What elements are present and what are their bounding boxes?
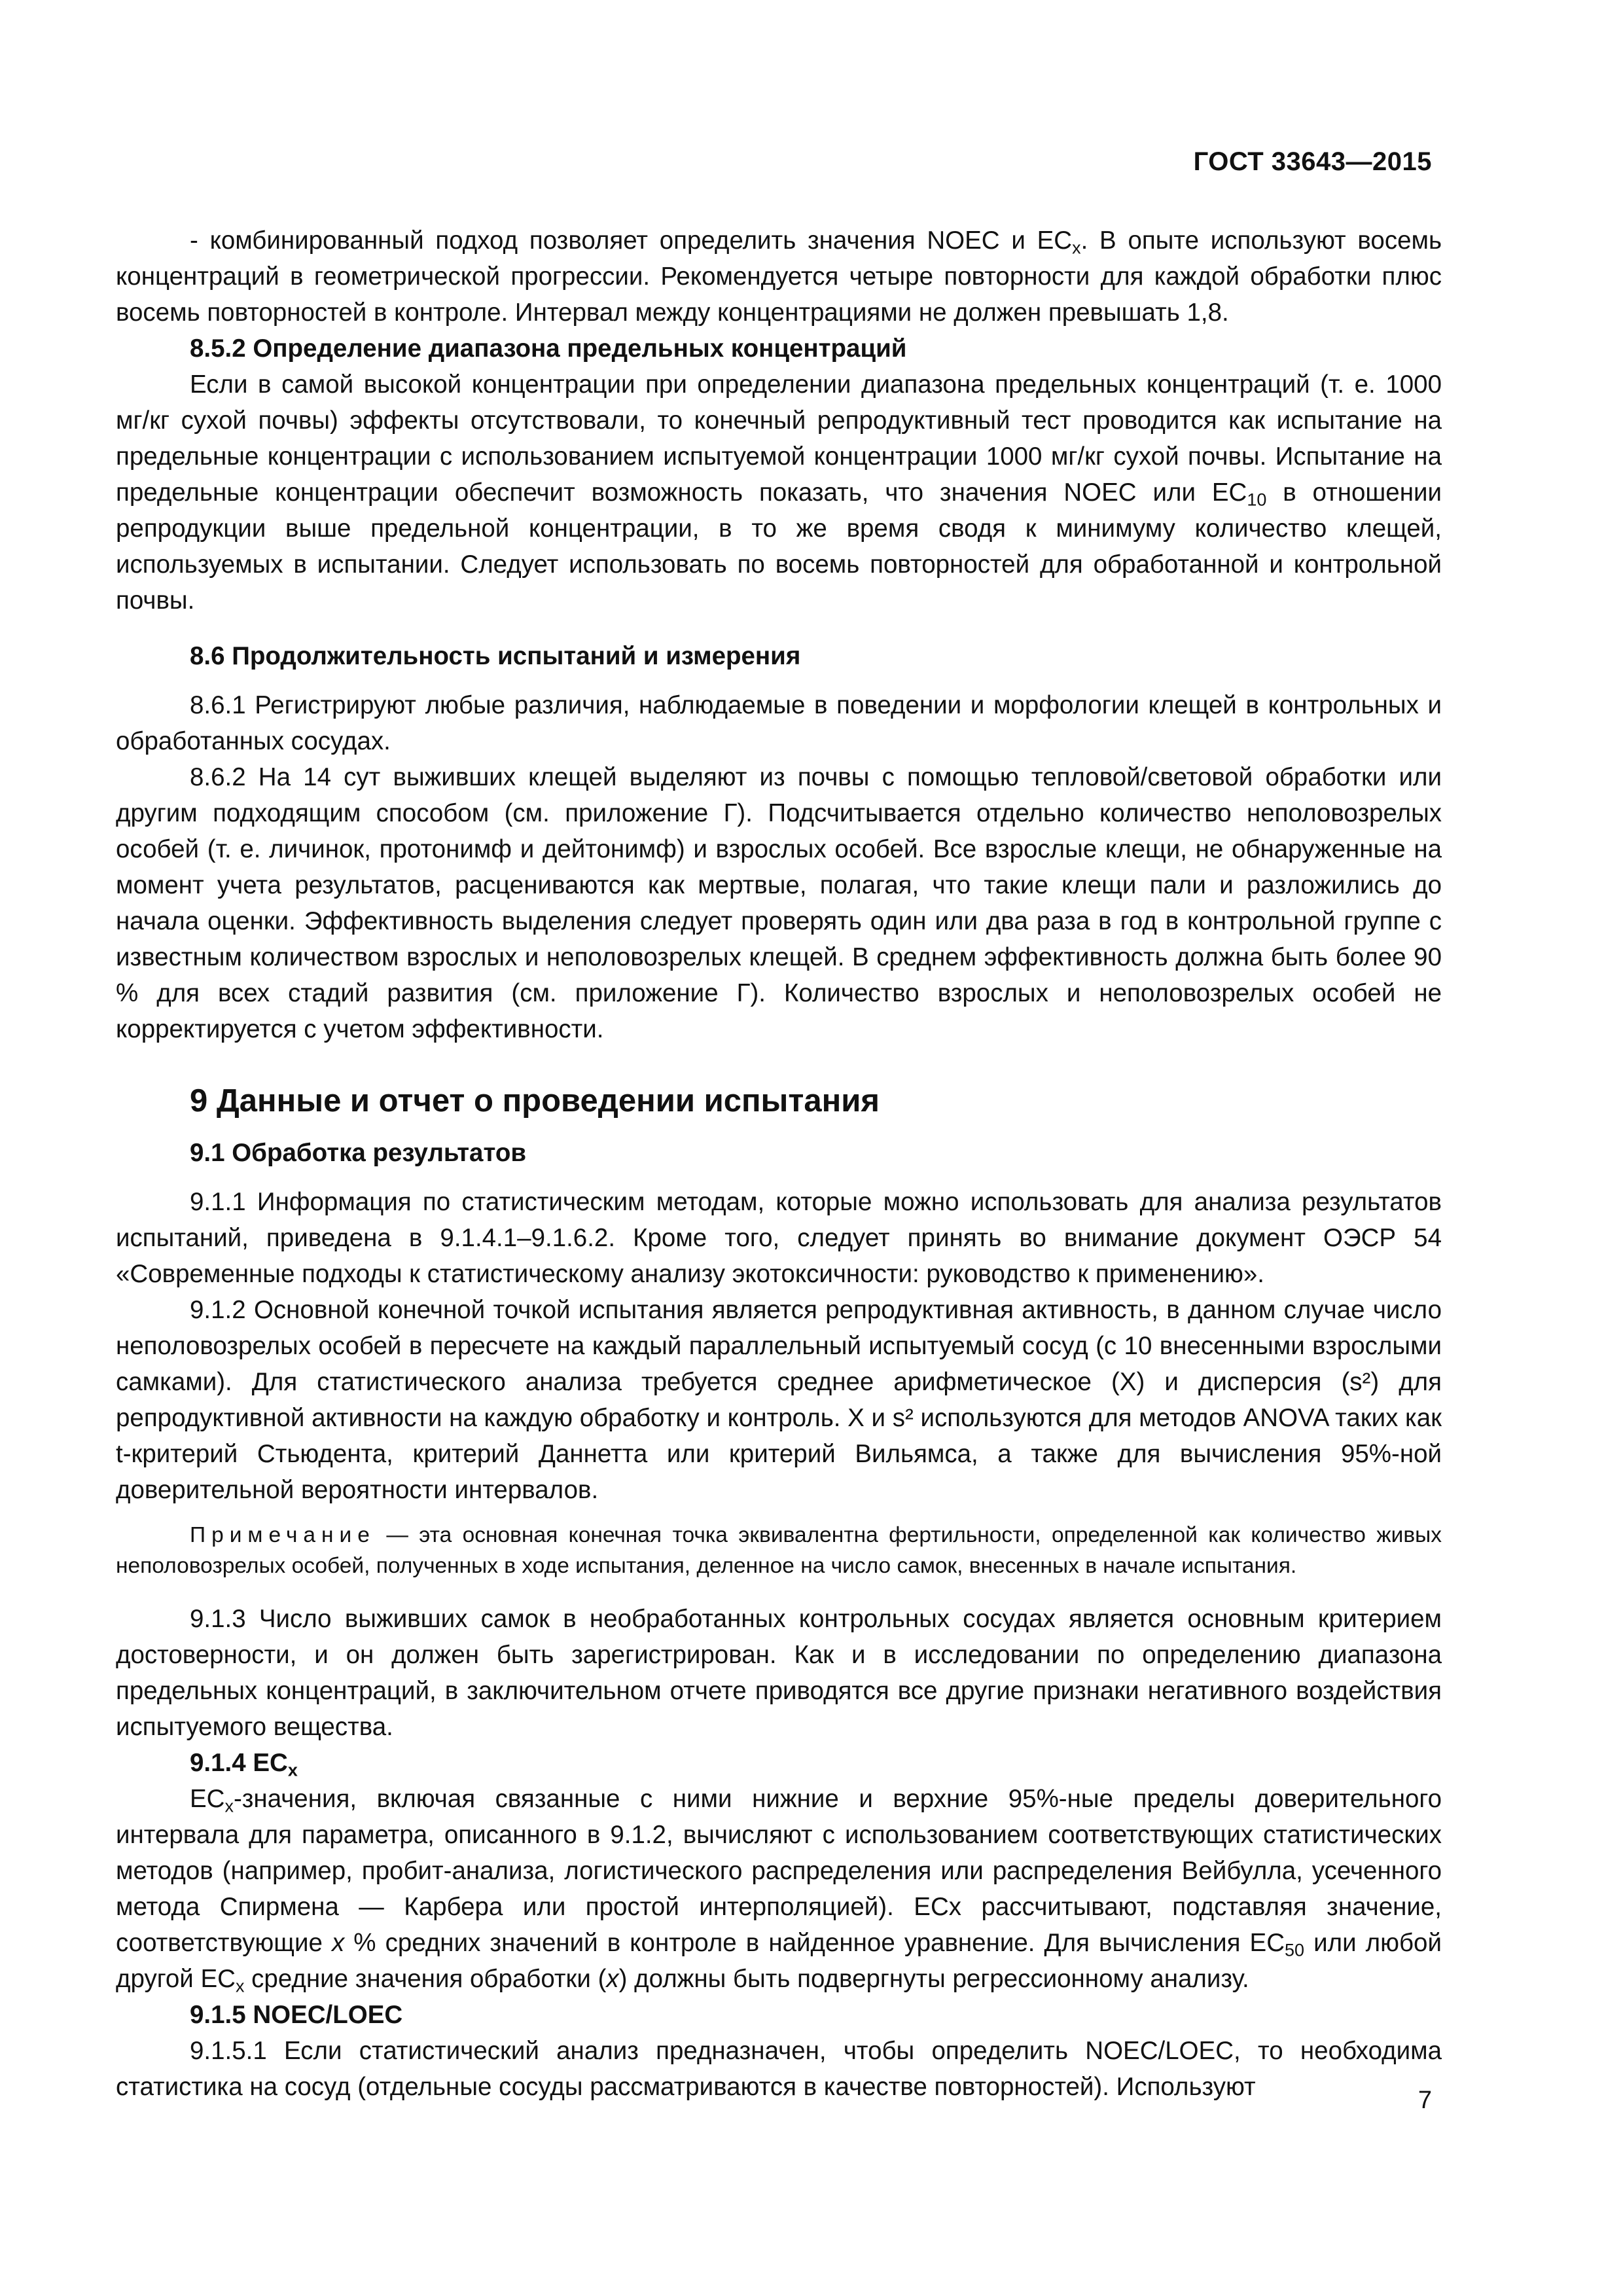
note-fertility: Примечание — эта основная конечная точка эквивалентна фертильности, определенной как количество живых неполовозрелых особей, полученных в ходе испытания, деленное на число самок, внесенных в начале испытания. — [116, 1523, 1442, 1578]
page-number: 7 — [1418, 2087, 1432, 2114]
note-label: Примечание — [190, 1523, 376, 1547]
section-heading-8-6: 8.6 Продолжительность испытаний и измерения — [190, 642, 801, 670]
paragraph-9-1-3: 9.1.3 Число выживших самок в необработанных контрольных сосудах является основным критерием достоверности, и он должен быть зарегистрирован. Как и в исследовании по определению диапазона предельных концентраций, в заключительном отчете приводятся все другие признаки негативного воздействия испытуемого вещества. — [116, 1605, 1442, 1741]
paragraph-combined-approach: - комбинированный подход позволяет определить значения NOEC и $EC_x$. В опыте используют восемь концентраций в геометрической прогрессии. Рекомендуется четыре повторности для каждой обработки плюс восемь повторностей в контроле. Интервал между концентрациями не должен превышать 1,8. — [116, 226, 1442, 327]
subsection-heading-9-1-5: 9.1.5 NOEC/LOEC — [190, 2001, 403, 2029]
subsection-heading-8-5-2: 8.5.2 Определение диапазона предельных концентраций — [190, 334, 907, 363]
document-body — [116, 223, 1442, 2105]
chapter-heading-9: 9 Данные и отчет о проведении испытания — [190, 1083, 880, 1119]
paragraph-9-1-1: 9.1.1 Информация по статистическим методам, которые можно использовать для анализа результатов испытаний, приведена в 9.1.4.1–9.1.6.2. Кроме того, следует принять во внимание документ ОЭСР 54 «Современные подходы к статистическому анализу экотоксичности: руководство к применению». — [116, 1188, 1442, 1288]
document-standard-id: ГОСТ 33643—2015 — [1193, 147, 1432, 176]
paragraph-8-6-2: 8.6.2 На 14 сут выживших клещей выделяют из почвы с помощью тепловой/световой обработки или другим подходящим способом (см. приложение Г). Подсчитывается отдельно количество неполовозрелых особей (т. е. личинок, протонимф и дейтонимф) и взрослых особей. Все взрослые клещи, не обнаруженные на момент учета результатов, расцениваются как мертвые, полагая, что такие клещи пали и разложились до начала оценки. Эффективность выделения следует проверять один или два раза в год в контрольной группе с известным количеством взрослых и неполовозрелых клещей. В среднем эффективность должна быть более 90 % для всех стадий развития (см. приложение Г). Количество взрослых и неполовозрелых особей не корректируется с учетом эффективности. — [116, 763, 1442, 1043]
paragraph-limit-test: Если в самой высокой концентрации при определении диапазона предельных концентраций (т. е. 1000 мг/кг сухой почвы) эффекты отсутствовали, то конечный репродуктивный тест проводится как испытание на предельные концентрации с использованием испытуемой концентрации 1000 мг/кг сухой почвы. Испытание на предельные концентрации обеспечит возможность показать, что значения NOEC или $EC_{10}$ в отношении репродукции выше предельной концентрации, в то же время сводя к минимуму количество клещей, используемых в испытании. Следует использовать по восемь повторностей для обработанной и контрольной почвы. — [116, 370, 1442, 615]
paragraph-9-1-4: $EC_x$-значения, включая связанные с ними нижние и верхние 95%-ные пределы доверительного интервала для параметра, описанного в 9.1.2, вычисляют с использованием соответствующих статистических методов (например, пробит-анализа, логистического распределения или распределения Вейбулла, усеченного метода Спирмена — Карбера или простой интерполяцией). ECx рассчитывают, подставляя значение, соответствующие x % средних значений в контроле в найденное уравнение. Для вычисления $EC_{50}$ или любой другой $EC_x$ средние значения обработки (x) должны быть подвергнуты регрессионному анализу. — [116, 1785, 1442, 1996]
subsection-heading-9-1-4: 9.1.4 $EC_x$ — [190, 1749, 298, 1780]
section-heading-9-1: 9.1 Обработка результатов — [190, 1139, 526, 1167]
paragraph-9-1-2: 9.1.2 Основной конечной точкой испытания является репродуктивная активность, в данном случае число неполовозрелых особей в пересчете на каждый параллельный испытуемый сосуд (с 10 внесенными взрослыми самками). Для статистического анализа требуется среднее арифметическое (X) и дисперсия (s²) для репродуктивной активности на каждую обработку и контроль. X и s² используются для методов ANOVA таких как t-критерий Стьюдента, критерий Даннетта или критерий Вильямса, а также для вычисления 95%-ной доверительной вероятности интервалов. — [116, 1296, 1442, 1504]
paragraph-9-1-5-1: 9.1.5.1 Если статистический анализ предназначен, чтобы определить NOEC/LOEC, то необходима статистика на сосуд (отдельные сосуды рассматриваются в качестве повторностей). Используют — [116, 2037, 1442, 2101]
paragraph-8-6-1: 8.6.1 Регистрируют любые различия, наблюдаемые в поведении и морфологии клещей в контрольных и обработанных сосудах. — [116, 691, 1442, 755]
